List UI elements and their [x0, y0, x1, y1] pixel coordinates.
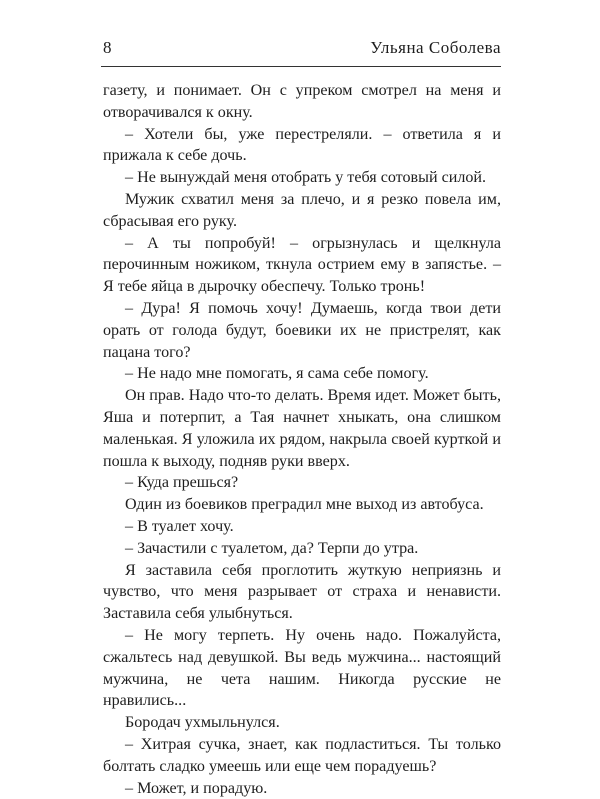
- paragraph: – А ты попробуй! – огрызнулась и щелкнула перочинным ножиком, ткнула острием ему в запястье. – Я тебе яйца в дырочку обеспечу. Только тронь!: [103, 233, 501, 298]
- running-title: Ульяна Соболева: [370, 38, 501, 58]
- body-text: [103, 80, 501, 799]
- paragraph: – Куда прешься?: [103, 472, 501, 494]
- paragraph: Он прав. Надо что-то делать. Время идет. Может быть, Яша и потерпит, а Тая начнет хныкать, она слишком маленькая. Я уложила их рядом, накрыла своей курткой и пошла к выходу, подняв руки вверх.: [103, 385, 501, 472]
- paragraph: Бородач ухмыльнулся.: [103, 712, 501, 734]
- paragraph: – Хитрая сучка, знает, как подластиться. Ты только болтать сладко умеешь или еще чем порадуешь?: [103, 734, 501, 778]
- paragraph: – В туалет хочу.: [103, 516, 501, 538]
- paragraph: Мужик схватил меня за плечо, и я резко повела им, сбрасывая его руку.: [103, 189, 501, 233]
- paragraph: газету, и понимает. Он с упреком смотрел на меня и отворачивался к окну.: [103, 80, 501, 124]
- paragraph: – Не надо мне помогать, я сама себе помогу.: [103, 363, 501, 385]
- paragraph: – Дура! Я помочь хочу! Думаешь, когда твои дети орать от голода будут, боевики их не пристрелят, как пацана того?: [103, 298, 501, 363]
- page-header: [103, 38, 501, 64]
- paragraph: – Зачастили с туалетом, да? Терпи до утра.: [103, 538, 501, 560]
- paragraph: – Может, и порадую.: [103, 778, 501, 799]
- paragraph: – Хотели бы, уже перестреляли. – ответила я и прижала к себе дочь.: [103, 124, 501, 168]
- paragraph: – Не вынуждай меня отобрать у тебя сотовый силой.: [103, 167, 501, 189]
- paragraph: Я заставила себя проглотить жуткую неприязнь и чувство, что меня разрывает от страха и ненависти. Заставила себя улыбнуться.: [103, 560, 501, 625]
- page-number: 8: [103, 38, 112, 58]
- paragraph: – Не могу терпеть. Ну очень надо. Пожалуйста, сжальтесь над девушкой. Вы ведь мужчина... настоящий мужчина, не чета нашим. Никогда русские не нравились...: [103, 625, 501, 712]
- header-rule: [101, 66, 501, 67]
- paragraph: Один из боевиков преградил мне выход из автобуса.: [103, 494, 501, 516]
